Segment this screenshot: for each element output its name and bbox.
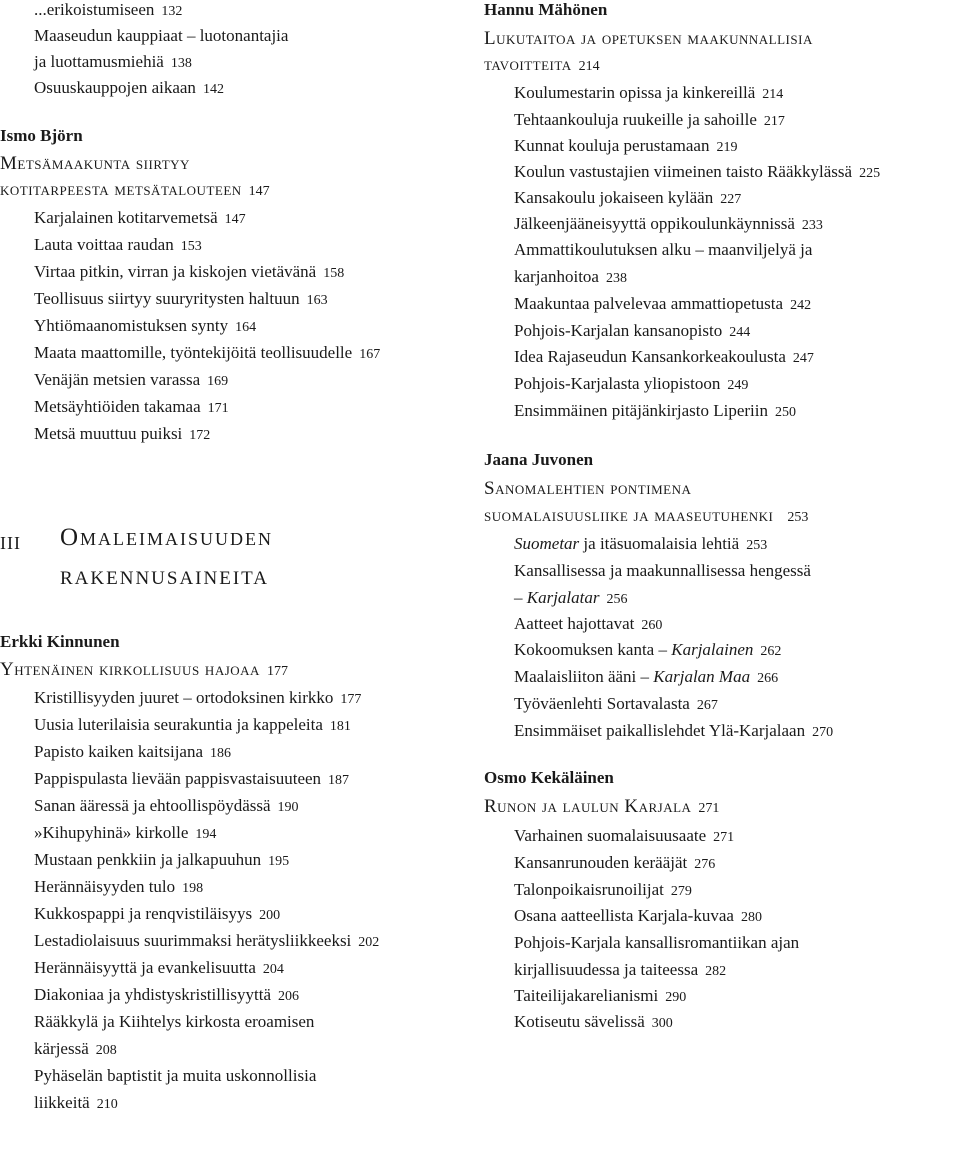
toc-entry: Pohjois-Karjalasta yliopistoon 249 <box>514 374 749 393</box>
toc-entry: Idea Rajaseudun Kansankorkeakoulusta 247 <box>514 347 814 366</box>
toc-entry: Pohjois-Karjalan kansanopisto 244 <box>514 321 751 340</box>
chapter-title: Runon ja laulun Karjala 271 <box>484 796 720 817</box>
author-name: Hannu Mähönen <box>484 0 608 19</box>
part-title: Omaleimaisuuden <box>60 524 274 551</box>
toc-entry: Aatteet hajottavat 260 <box>514 614 663 633</box>
toc-entry: Mustaan penkkiin ja jalkapuuhun 195 <box>34 850 290 869</box>
toc-entry: Teollisuus siirtyy suuryritysten haltuun 163 <box>34 289 328 308</box>
toc-entry: »Kihupyhinä» kirkolle 194 <box>34 823 217 842</box>
author-name: Erkki Kinnunen <box>0 632 120 651</box>
chapter-title: suomalaisuusliike ja maaseutuhenki 253 <box>484 505 809 526</box>
chapter-title: Sanomalehtien pontimena <box>484 478 692 499</box>
chapter-title: tavoitteita 214 <box>484 54 600 75</box>
toc-entry: Varhainen suomalaisuusaate 271 <box>514 826 735 845</box>
chapter-title: kotitarpeesta metsätalouteen 147 <box>0 179 270 200</box>
part-title: RAKENNUSAINEITA <box>60 568 269 589</box>
toc-entry: Kristillisyyden juuret – ortodoksinen kirkko 177 <box>34 688 362 707</box>
toc-entry: Kansakoulu jokaiseen kylään 227 <box>514 188 742 207</box>
toc-entry: Lauta voittaa raudan 153 <box>34 235 202 254</box>
toc-entry: Venäjän metsien varassa 169 <box>34 370 229 389</box>
toc-entry: Työväenlehti Sortavalasta 267 <box>514 694 718 713</box>
chapter-title: Metsämaakunta siirtyy <box>0 153 190 174</box>
toc-entry: Maata maattomille, työntekijöitä teollisuudelle 167 <box>34 343 381 362</box>
toc-entry: Karjalainen kotitarvemetsä 147 <box>34 208 246 227</box>
toc-entry: Koulun vastustajien viimeinen taisto Rääkkylässä 225 <box>514 162 881 181</box>
toc-entry: Papisto kaiken kaitsijana 186 <box>34 742 232 761</box>
toc-entry: Pyhäselän baptistit ja muita uskonnollisia <box>34 1066 317 1085</box>
toc-entry: Virtaa pitkin, virran ja kiskojen vietävänä 158 <box>34 262 345 281</box>
toc-entry: Kunnat kouluja perustamaan 219 <box>514 136 738 155</box>
toc-entry: kirjallisuudessa ja taiteessa 282 <box>514 960 727 979</box>
toc-entry: Tehtaankouluja ruukeille ja sahoille 217 <box>514 110 785 129</box>
toc-entry: liikkeitä 210 <box>34 1093 118 1112</box>
toc-entry: Suometar ja itäsuomalaisia lehtiä 253 <box>514 534 768 553</box>
toc-entry: kärjessä 208 <box>34 1039 117 1058</box>
toc-entry: Talonpoikaisrunoilijat 279 <box>514 880 692 899</box>
toc-entry: Yhtiömaanomistuksen synty 164 <box>34 316 257 335</box>
toc-entry: Kansanrunouden kerääjät 276 <box>514 853 716 872</box>
author-name: Ismo Björn <box>0 126 83 145</box>
toc-entry: karjanhoitoa 238 <box>514 267 627 286</box>
chapter-title: Lukutaitoa ja opetuksen maakunnallisia <box>484 28 813 49</box>
toc-entry: Ammattikoulutuksen alku – maanviljelyä ja <box>514 240 813 259</box>
toc-entry: Jälkeenjääneisyyttä oppikoulunkäynnissä 233 <box>514 214 823 233</box>
part-number: III <box>0 533 21 553</box>
toc-entry: Diakoniaa ja yhdistyskristillisyyttä 206 <box>34 985 300 1004</box>
toc-entry: Taiteilijakarelianismi 290 <box>514 986 687 1005</box>
author-name: Jaana Juvonen <box>484 450 594 469</box>
toc-entry: Osana aatteellista Karjala-kuvaa 280 <box>514 906 762 925</box>
toc-entry: Rääkkylä ja Kiihtelys kirkosta eroamisen <box>34 1012 315 1031</box>
toc-entry: ja luottamusmiehiä 138 <box>34 52 192 71</box>
toc-entry: Lestadiolaisuus suurimmaksi herätysliikkeeksi 202 <box>34 931 380 950</box>
toc-entry: Kotiseutu sävelissä 300 <box>514 1012 673 1031</box>
toc-entry: Kokoomuksen kanta – Karjalainen 262 <box>514 640 782 659</box>
toc-entry: Metsäyhtiöiden takamaa 171 <box>34 397 229 416</box>
toc-entry: Maaseudun kauppiaat – luotonantajia <box>34 26 289 45</box>
toc-entry: – Karjalatar 256 <box>514 588 628 607</box>
toc-entry: Kukkospappi ja renqvistiläisyys 200 <box>34 904 281 923</box>
author-name: Osmo Kekäläinen <box>484 768 614 787</box>
toc-entry: ...erikoistumiseen 132 <box>34 0 183 19</box>
toc-entry: Maalaisliiton ääni – Karjalan Maa 266 <box>514 667 779 686</box>
toc-entry: Pohjois-Karjala kansallisromantiikan ajan <box>514 933 800 952</box>
toc-entry: Osuuskauppojen aikaan 142 <box>34 78 224 97</box>
toc-entry: Pappispulasta lievään pappisvastaisuuteen 187 <box>34 769 350 788</box>
toc-entry: Koulumestarin opissa ja kinkereillä 214 <box>514 83 784 102</box>
toc-entry: Herännäisyyttä ja evankelisuutta 204 <box>34 958 284 977</box>
toc-entry: Metsä muuttuu puiksi 172 <box>34 424 211 443</box>
toc-entry: Uusia luterilaisia seurakuntia ja kappeleita 181 <box>34 715 351 734</box>
toc-entry: Sanan ääressä ja ehtoollispöydässä 190 <box>34 796 299 815</box>
toc-entry: Ensimmäiset paikallislehdet Ylä-Karjalaan 270 <box>514 721 834 740</box>
toc-entry: Herännäisyyden tulo 198 <box>34 877 204 896</box>
chapter-title: Yhtenäinen kirkollisuus hajoaa 177 <box>0 659 288 680</box>
toc-entry: Maakuntaa palvelevaa ammattiopetusta 242 <box>514 294 812 313</box>
toc-entry: Ensimmäinen pitäjänkirjasto Liperiin 250 <box>514 401 796 420</box>
toc-entry: Kansallisessa ja maakunnallisessa hengessä <box>514 561 811 580</box>
